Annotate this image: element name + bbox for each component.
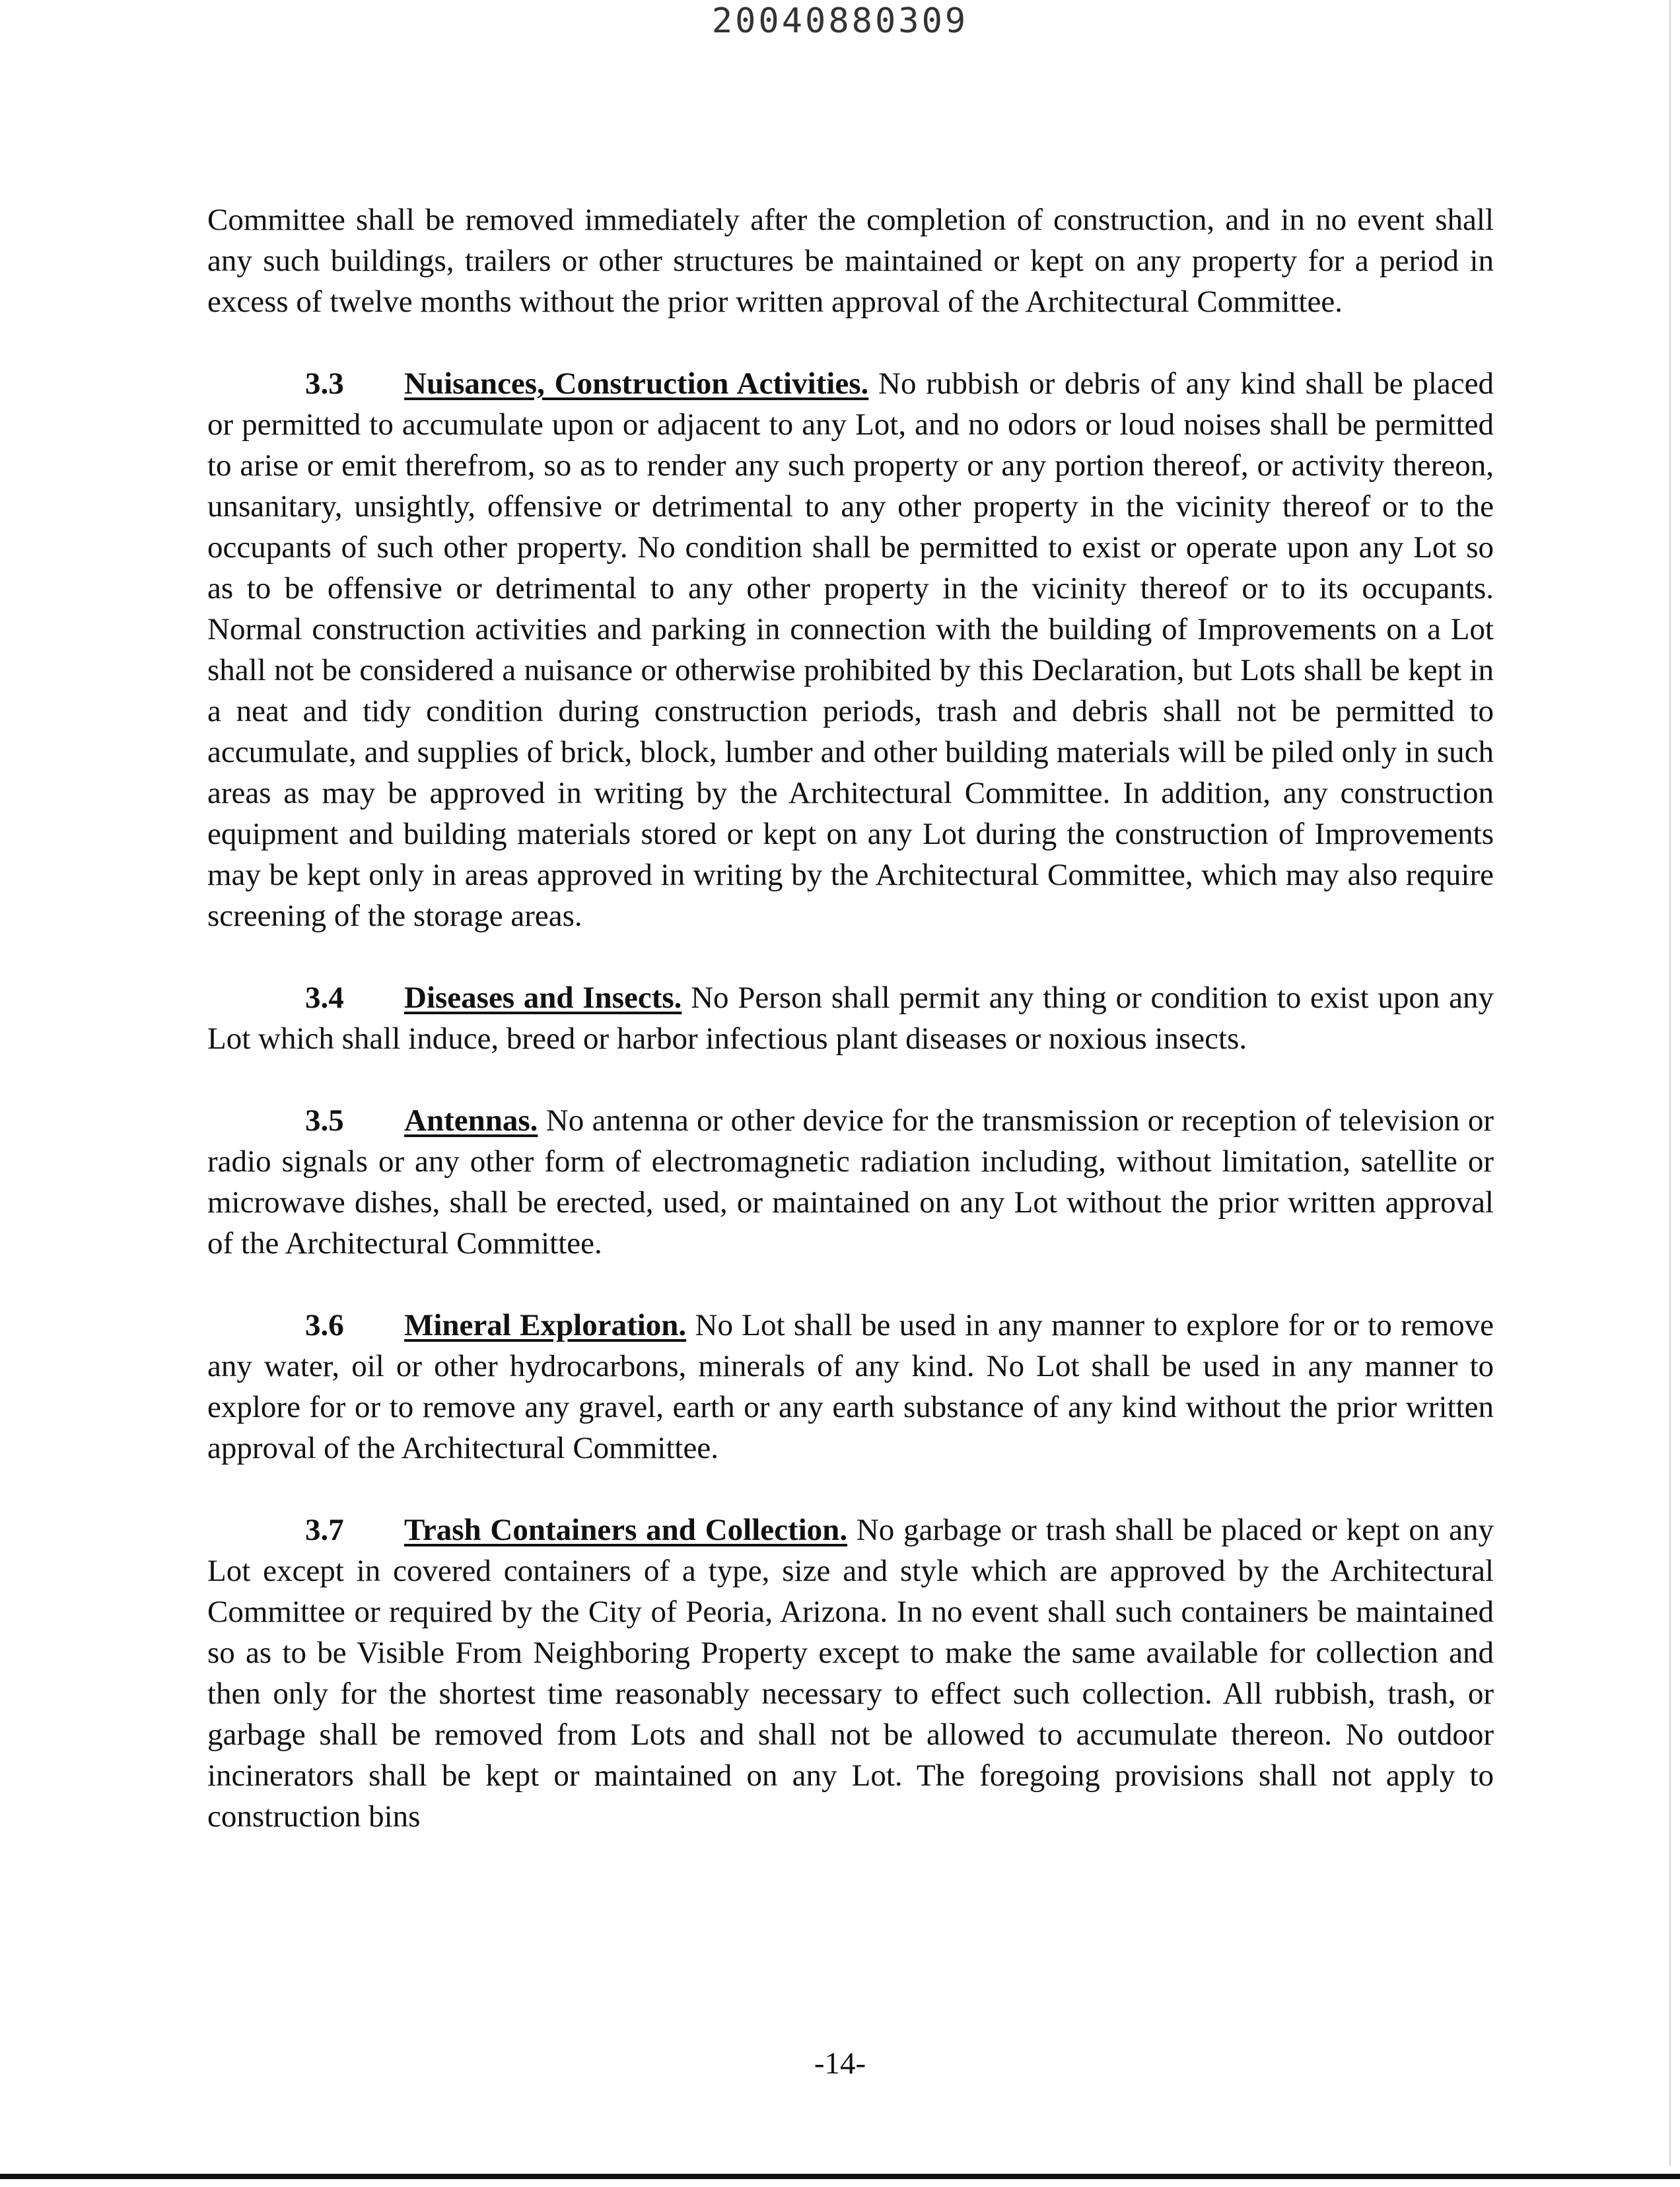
- section-3-6: [207, 1305, 1494, 1469]
- section-title: Mineral Exploration.: [404, 1308, 687, 1342]
- section-text: No garbage or trash shall be placed or kept on any Lot except in covered containers of a type, size and style which are approved by the Architectural Committee or required by the City of Peoria, Arizona. In no event shall such containers be maintained so as to be Visible From Neighboring Property except to make the same available for collection and then only for the shortest time reasonably necessary to effect such collection. All rubbish, trash, or garbage shall be removed from Lots and shall not be allowed to accumulate thereon. No outdoor incinerators shall be kept or maintained on any Lot. The foregoing provisions shall not apply to construction bins: [207, 1513, 1494, 1834]
- section-title: Nuisances, Construction Activities.: [404, 366, 869, 401]
- section-3-4: [207, 977, 1494, 1059]
- section-title: Antennas.: [404, 1103, 538, 1138]
- section-text: No antenna or other device for the transmission or reception of television or radio signals or any other form of electromagnetic radiation including, without limitation, satellite or microwave dishes, shall be erected, used, or maintained on any Lot without the prior written approval of the Architectural Committee.: [207, 1103, 1494, 1261]
- section-number: 3.7: [305, 1513, 344, 1547]
- section-3-7: [207, 1510, 1494, 1837]
- section-title: Diseases and Insects.: [404, 981, 682, 1015]
- section-number: 3.5: [305, 1103, 344, 1138]
- section-text: No Person shall permit any thing or condition to exist upon any Lot which shall induce, breed or harbor infectious plant diseases or noxious insects.: [207, 981, 1494, 1056]
- section-number: 3.6: [305, 1308, 344, 1342]
- document-number: 20040880309: [711, 1, 969, 41]
- bottom-rule: [0, 2174, 1680, 2179]
- section-3-3: [207, 363, 1494, 936]
- section-number: 3.3: [305, 366, 344, 401]
- section-number: 3.4: [305, 981, 344, 1015]
- section-text: No rubbish or debris of any kind shall be placed or permitted to accumulate upon or adjacent to any Lot, and no odors or loud noises shall be permitted to arise or emit therefrom, so as to render any such property or any portion thereof, or activity thereon, unsanitary, unsightly, offensive or detrimental to any other property in the vicinity thereof or to the occupants of such other property. No condition shall be permitted to exist or operate upon any Lot so as to be offensive or detrimental to any other property in the vicinity thereof or to its occupants. Normal construction activities and parking in connection with the building of Improvements on a Lot shall not be considered a nuisance or otherwise prohibited by this Declaration, but Lots shall be kept in a neat and tidy condition during construction periods, trash and debris shall not be permitted to accumulate, and supplies of brick, block, lumber and other building materials will be piled only in such areas as may be approved in writing by the Architectural Committee. In addition, any construction equipment and building materials stored or kept on any Lot during the construction of Improvements may be kept only in areas approved in writing by the Architectural Committee, which may also require screening of the storage areas.: [207, 366, 1494, 933]
- page-number: -14-: [814, 2046, 866, 2081]
- section-title: Trash Containers and Collection.: [404, 1513, 848, 1547]
- intro-paragraph: Committee shall be removed immediately after the completion of construction, and in no event shall any such buildings, trailers or other structures be maintained or kept on any property for a period in excess of twelve months without the prior written approval of the Architectural Committee.: [207, 203, 1494, 319]
- document-body: [207, 199, 1494, 1878]
- section-text: No Lot shall be used in any manner to explore for or to remove any water, oil or other hydrocarbons, minerals of any kind. No Lot shall be used in any manner to explore for or to remove any gravel, earth or any earth substance of any kind without the prior written approval of the Architectural Committee.: [207, 1308, 1494, 1465]
- scan-edge-line: [1669, 0, 1671, 2166]
- section-3-5: [207, 1100, 1494, 1264]
